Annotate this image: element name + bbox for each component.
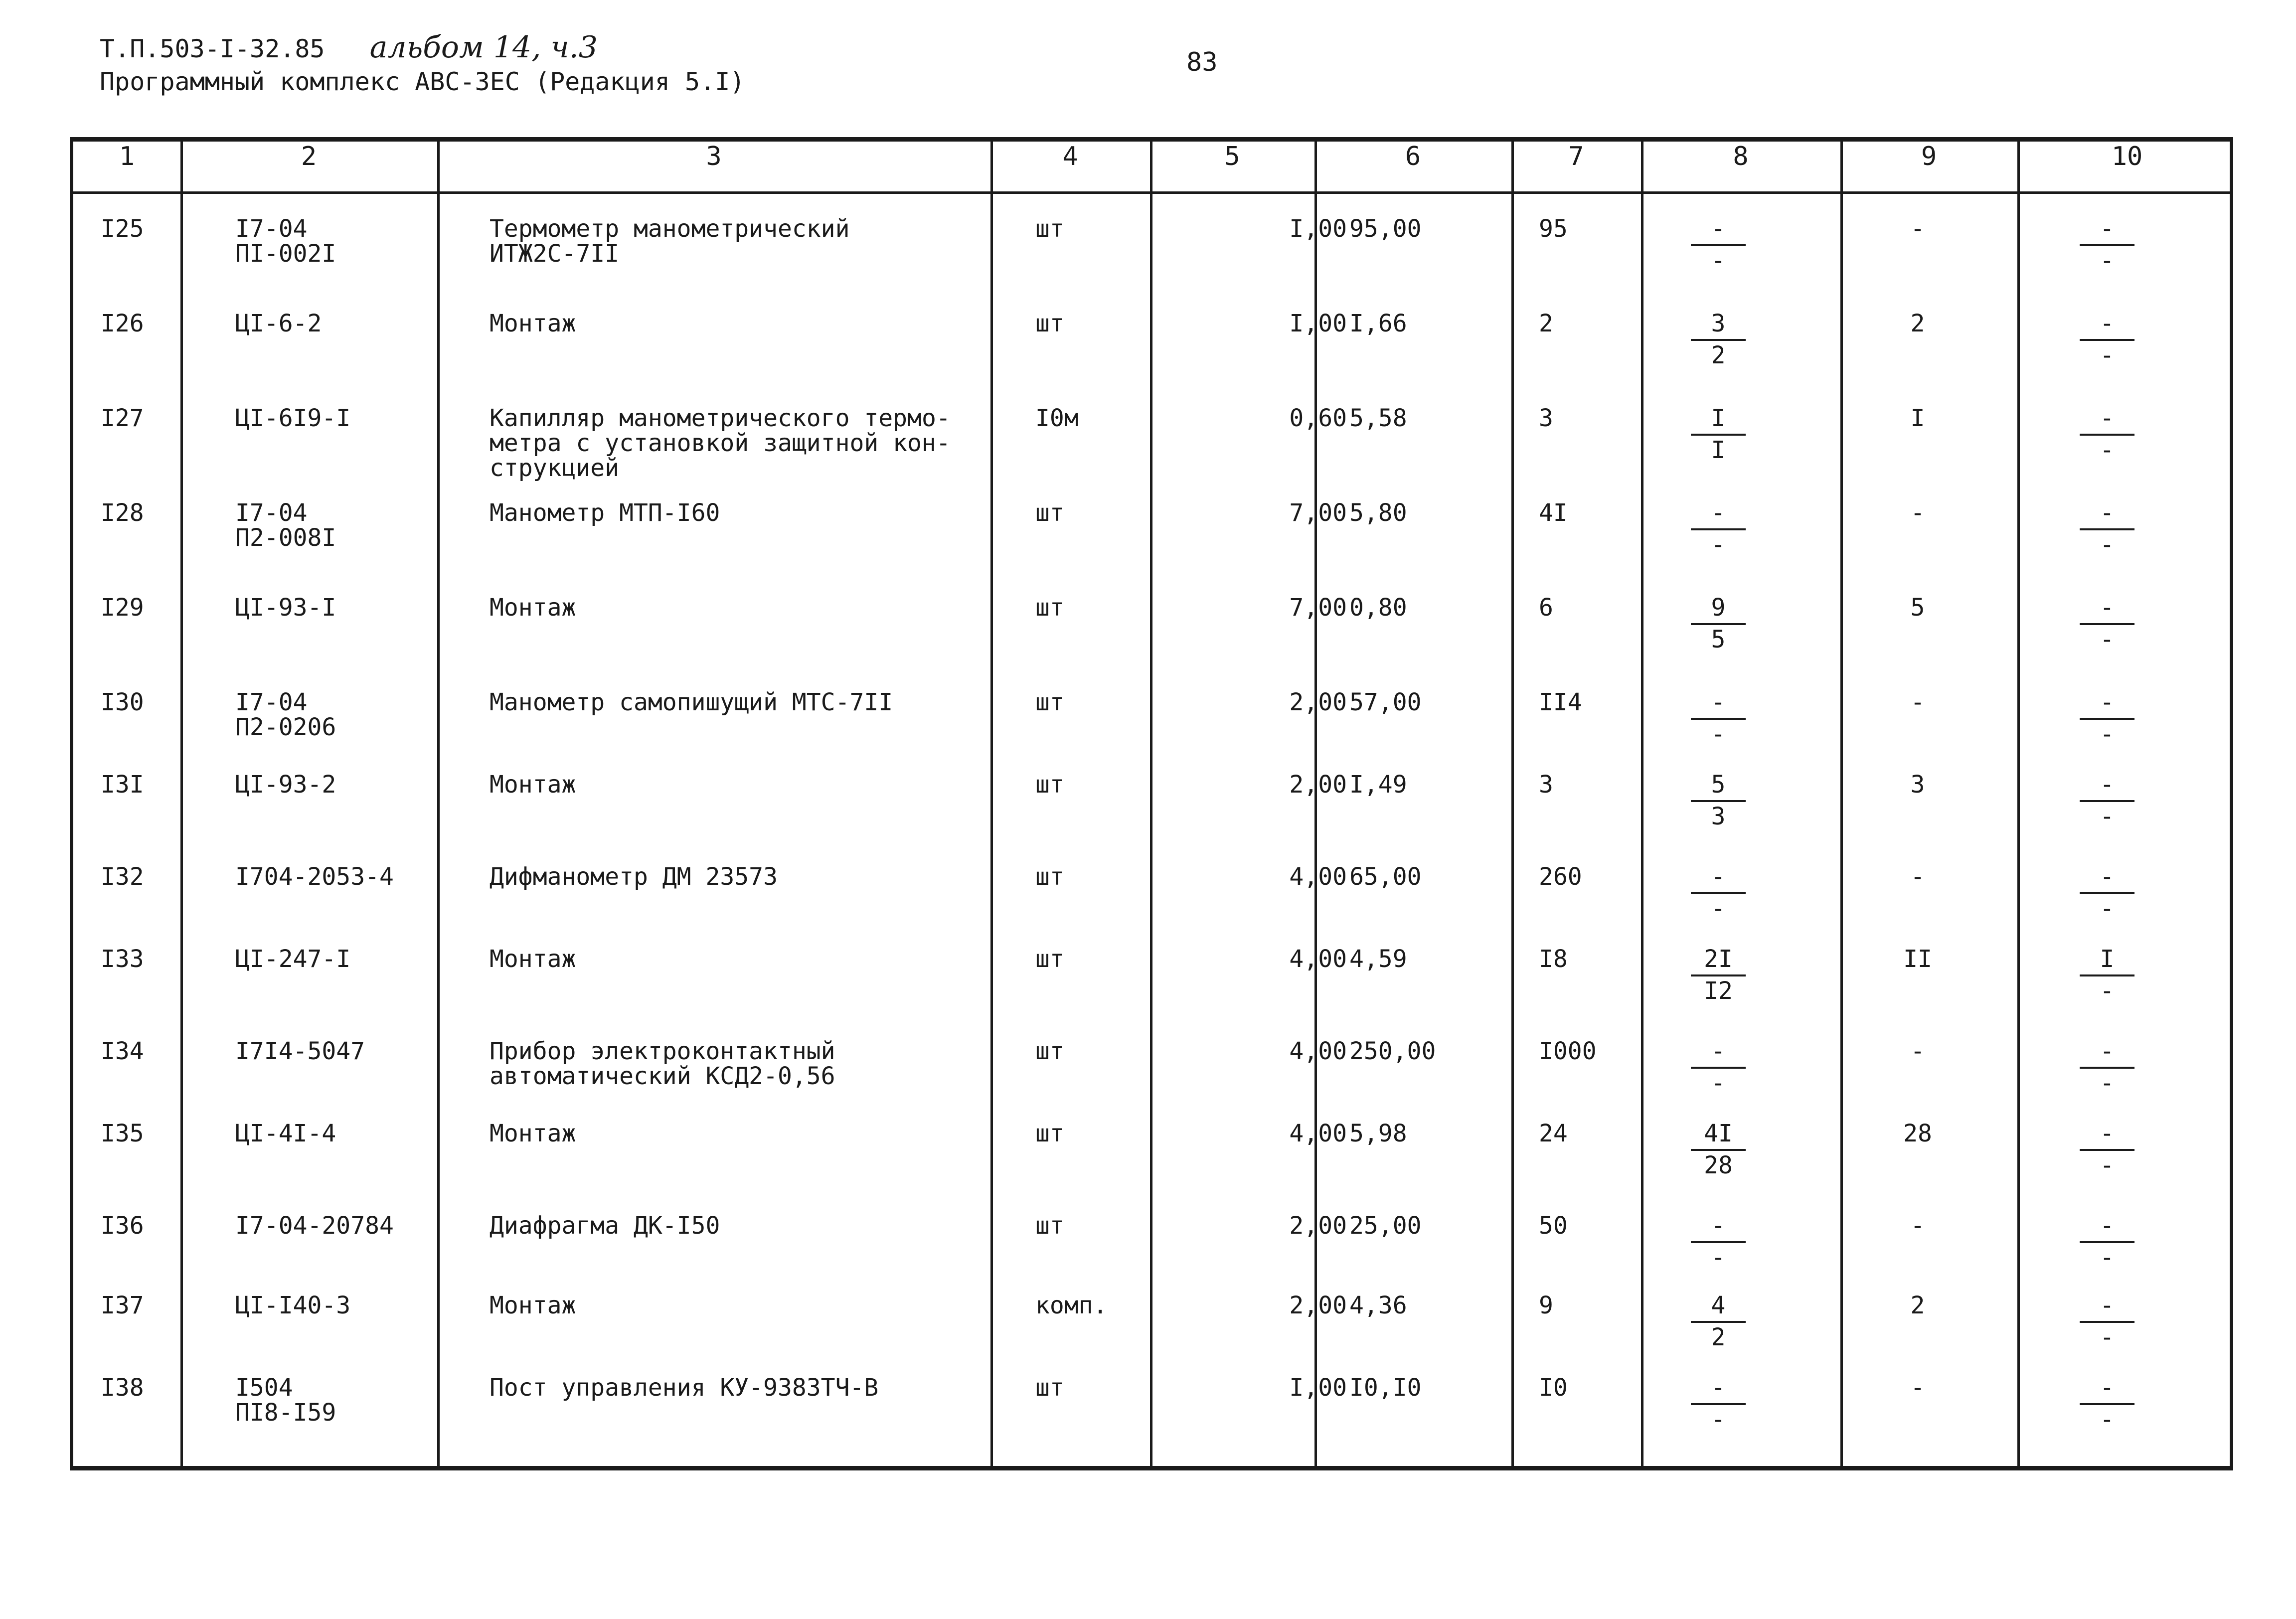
col8-denominator: - xyxy=(1711,247,1726,275)
unit-price: 25,00 xyxy=(1349,1212,1422,1240)
unit-price: 57,00 xyxy=(1349,688,1422,716)
col8-fraction xyxy=(1691,1039,1746,1096)
column-number: 2 xyxy=(301,142,317,171)
item-name-line: Диафрагма ДК-I50 xyxy=(490,1212,720,1240)
row-number: I32 xyxy=(101,863,144,891)
row-number: I30 xyxy=(101,688,144,716)
col10-fraction xyxy=(2080,1121,2134,1178)
estimate-table xyxy=(70,137,2233,1470)
col10-fraction xyxy=(2080,947,2134,1003)
unit: шт xyxy=(1035,945,1064,973)
col8-denominator: 2 xyxy=(1711,1323,1726,1351)
col8-fraction xyxy=(1691,1375,1746,1432)
unit-price: I,49 xyxy=(1349,771,1407,799)
col8-denominator: - xyxy=(1711,1406,1726,1434)
price-code xyxy=(235,864,394,889)
price-code-line: I7-04-20784 xyxy=(235,1212,394,1240)
col10-fraction xyxy=(2080,690,2134,747)
col10-denominator: - xyxy=(2100,1406,2115,1434)
document-code: Т.П.503-I-32.85 xyxy=(100,34,325,63)
item-name xyxy=(490,1293,576,1318)
col10-denominator: - xyxy=(2100,803,2115,830)
item-name-line: Пост управления КУ-9383ТЧ-В xyxy=(490,1374,879,1402)
item-name xyxy=(490,1039,835,1089)
item-name xyxy=(490,500,720,525)
quantity: I,00 xyxy=(1289,310,1347,337)
price-code-line: I7-04 xyxy=(235,215,308,243)
price-code-line: I7-04 xyxy=(235,688,308,716)
col8-numerator: - xyxy=(1691,1039,1746,1069)
col8-fraction xyxy=(1691,1293,1746,1350)
unit: шт xyxy=(1035,499,1064,527)
row-number: I28 xyxy=(101,499,144,527)
item-name-line: Манометр самопишущий МТС-7II xyxy=(490,688,893,716)
quantity: 4,00 xyxy=(1289,1037,1347,1065)
col10-denominator: - xyxy=(2100,531,2115,559)
col10-fraction xyxy=(2080,311,2134,368)
item-name xyxy=(490,311,576,336)
col8-numerator: 5 xyxy=(1691,772,1746,802)
table-row xyxy=(73,1293,2230,1388)
row-number: I26 xyxy=(101,310,144,337)
col8-fraction xyxy=(1691,216,1746,273)
row-number: I35 xyxy=(101,1120,144,1147)
table-row xyxy=(73,406,2230,500)
unit: шт xyxy=(1035,1212,1064,1240)
price-code-line: ЦI-4I-4 xyxy=(235,1120,336,1147)
col10-numerator: I xyxy=(2080,947,2134,976)
column-number: 6 xyxy=(1405,142,1421,171)
total-cost: 50 xyxy=(1539,1212,1568,1240)
quantity: 2,00 xyxy=(1289,1292,1347,1319)
col8-fraction xyxy=(1691,1213,1746,1270)
col10-fraction xyxy=(2080,1213,2134,1270)
col10-denominator: - xyxy=(2100,720,2115,748)
row-number: I37 xyxy=(101,1292,144,1319)
column-number: 5 xyxy=(1224,142,1240,171)
column-number: 10 xyxy=(2111,142,2143,171)
price-code-line: ЦI-247-I xyxy=(235,945,351,973)
table-row xyxy=(73,1121,2230,1216)
unit: шт xyxy=(1035,863,1064,891)
column-number: 8 xyxy=(1733,142,1749,171)
total-cost: 24 xyxy=(1539,1120,1568,1147)
col9-value: 2 xyxy=(1910,1292,1925,1319)
col9-value: - xyxy=(1910,1212,1925,1240)
table-row xyxy=(73,500,2230,595)
col8-numerator: 4 xyxy=(1691,1293,1746,1323)
col10-fraction xyxy=(2080,500,2134,557)
unit-price: 5,98 xyxy=(1349,1120,1407,1147)
total-cost: I0 xyxy=(1539,1374,1568,1402)
unit: шт xyxy=(1035,594,1064,622)
price-code xyxy=(235,595,336,620)
col9-value: - xyxy=(1910,1037,1925,1065)
unit-price: I,66 xyxy=(1349,310,1407,337)
unit-price: 250,00 xyxy=(1349,1037,1436,1065)
col10-numerator: - xyxy=(2080,690,2134,720)
quantity: 2,00 xyxy=(1289,1212,1347,1240)
column-number: 1 xyxy=(119,142,135,171)
col9-value: 3 xyxy=(1910,771,1925,799)
col8-denominator: 28 xyxy=(1704,1151,1733,1179)
col8-fraction xyxy=(1691,1121,1746,1178)
quantity: 2,00 xyxy=(1289,771,1347,799)
item-name xyxy=(490,864,778,889)
price-code-line: ЦI-6I9-I xyxy=(235,404,351,432)
price-code-line: ПI8-I59 xyxy=(235,1399,336,1427)
col10-numerator: - xyxy=(2080,1375,2134,1405)
col8-numerator: 3 xyxy=(1691,311,1746,341)
item-name xyxy=(490,947,576,971)
col9-value: - xyxy=(1910,1374,1925,1402)
item-name-line: струкцией xyxy=(490,454,620,482)
col9-value: 28 xyxy=(1903,1120,1932,1147)
quantity: 4,00 xyxy=(1289,863,1347,891)
total-cost: I8 xyxy=(1539,945,1568,973)
total-cost: 9 xyxy=(1539,1292,1553,1319)
price-code-line: ЦI-93-I xyxy=(235,594,336,622)
col8-denominator: - xyxy=(1711,1244,1726,1272)
col10-fraction xyxy=(2080,406,2134,463)
unit: комп. xyxy=(1035,1292,1108,1319)
price-code-line: ПI-002I xyxy=(235,240,336,268)
page-number: 83 xyxy=(1186,47,1218,77)
unit: шт xyxy=(1035,688,1064,716)
col8-fraction xyxy=(1691,947,1746,1003)
col8-numerator: - xyxy=(1691,1375,1746,1405)
unit: шт xyxy=(1035,1037,1064,1065)
col10-denominator: - xyxy=(2100,1151,2115,1179)
table-row xyxy=(73,772,2230,867)
price-code-line: ЦI-93-2 xyxy=(235,771,336,799)
item-name xyxy=(490,216,849,266)
quantity: 4,00 xyxy=(1289,1120,1347,1147)
table-row xyxy=(73,690,2230,785)
price-code xyxy=(235,1293,350,1318)
col10-denominator: - xyxy=(2100,247,2115,275)
price-code-line: I704-2053-4 xyxy=(235,863,394,891)
col10-fraction xyxy=(2080,595,2134,652)
col9-value: - xyxy=(1910,688,1925,716)
price-code-line: П2-0206 xyxy=(235,713,336,741)
unit: шт xyxy=(1035,310,1064,337)
row-number: I38 xyxy=(101,1374,144,1402)
item-name xyxy=(490,406,951,481)
col9-value: - xyxy=(1910,499,1925,527)
col8-denominator: 5 xyxy=(1711,626,1726,653)
col8-numerator: - xyxy=(1691,1213,1746,1243)
unit-price: 4,36 xyxy=(1349,1292,1407,1319)
quantity: I,00 xyxy=(1289,215,1347,243)
unit: шт xyxy=(1035,215,1064,243)
col10-denominator: - xyxy=(2100,1323,2115,1351)
col10-numerator: - xyxy=(2080,500,2134,530)
col8-numerator: 9 xyxy=(1691,595,1746,625)
price-code-line: I504 xyxy=(235,1374,293,1402)
price-code xyxy=(235,500,336,550)
price-code-line: I7I4-5047 xyxy=(235,1037,365,1065)
price-code xyxy=(235,1375,336,1425)
item-name xyxy=(490,1375,878,1400)
price-code-line: П2-008I xyxy=(235,524,336,552)
col8-fraction xyxy=(1691,311,1746,368)
col8-denominator: 2 xyxy=(1711,341,1726,369)
item-name-line: ИТЖ2С-7II xyxy=(490,240,620,268)
col8-denominator: - xyxy=(1711,720,1726,748)
item-name-line: Термометр манометрический xyxy=(490,215,850,243)
col10-denominator: - xyxy=(2100,895,2115,923)
col10-numerator: - xyxy=(2080,595,2134,625)
quantity: 0,60 xyxy=(1289,404,1347,432)
price-code xyxy=(235,406,350,431)
table-row xyxy=(73,1375,2230,1470)
item-name-line: Монтаж xyxy=(490,310,576,337)
col8-denominator: 3 xyxy=(1711,803,1726,830)
quantity: 4,00 xyxy=(1289,945,1347,973)
item-name xyxy=(490,690,893,715)
total-cost: I000 xyxy=(1539,1037,1597,1065)
quantity: 7,00 xyxy=(1289,499,1347,527)
price-code xyxy=(235,690,336,740)
total-cost: 95 xyxy=(1539,215,1568,243)
unit-price: 5,80 xyxy=(1349,499,1407,527)
quantity: I,00 xyxy=(1289,1374,1347,1402)
unit-price: 95,00 xyxy=(1349,215,1422,243)
col10-numerator: - xyxy=(2080,1213,2134,1243)
item-name xyxy=(490,1213,720,1238)
total-cost: 6 xyxy=(1539,594,1553,622)
handwritten-note: альбом 14, ч.3 xyxy=(369,30,598,65)
row-number: I33 xyxy=(101,945,144,973)
col8-numerator: 2I xyxy=(1691,947,1746,976)
column-number: 3 xyxy=(706,142,722,171)
col10-denominator: - xyxy=(2100,436,2115,464)
col9-value: I xyxy=(1910,404,1925,432)
item-name-line: Монтаж xyxy=(490,1292,576,1319)
document-code-line xyxy=(100,30,598,65)
col10-numerator: - xyxy=(2080,772,2134,802)
col8-denominator: - xyxy=(1711,1069,1726,1097)
unit-price: 4,59 xyxy=(1349,945,1407,973)
unit-price: 65,00 xyxy=(1349,863,1422,891)
item-name-line: Прибор электроконтактный xyxy=(490,1037,835,1065)
column-number: 4 xyxy=(1062,142,1078,171)
col8-fraction xyxy=(1691,772,1746,829)
col9-value: - xyxy=(1910,863,1925,891)
col10-numerator: - xyxy=(2080,1293,2134,1323)
col10-fraction xyxy=(2080,864,2134,921)
item-name xyxy=(490,772,576,797)
col9-value: - xyxy=(1910,215,1925,243)
col8-denominator: I2 xyxy=(1704,977,1733,1005)
col10-fraction xyxy=(2080,1039,2134,1096)
column-number: 7 xyxy=(1568,142,1584,171)
document-subtitle: Программный комплекс АВС-3ЕС (Редакция 5.I) xyxy=(100,67,745,96)
row-number: I25 xyxy=(101,215,144,243)
table-row xyxy=(73,947,2230,1041)
item-name-line: Монтаж xyxy=(490,594,576,622)
quantity: 7,00 xyxy=(1289,594,1347,622)
total-cost: 2 xyxy=(1539,310,1553,337)
item-name-line: Монтаж xyxy=(490,945,576,973)
row-number: I34 xyxy=(101,1037,144,1065)
price-code xyxy=(235,1039,365,1064)
price-code xyxy=(235,216,336,266)
col8-fraction xyxy=(1691,500,1746,557)
col8-denominator: I xyxy=(1711,436,1726,464)
col8-numerator: - xyxy=(1691,690,1746,720)
col10-fraction xyxy=(2080,1375,2134,1432)
col10-fraction xyxy=(2080,772,2134,829)
unit: шт xyxy=(1035,1374,1064,1402)
col8-denominator: - xyxy=(1711,531,1726,559)
col8-numerator: I xyxy=(1691,406,1746,436)
price-code xyxy=(235,947,350,971)
price-code-line: I7-04 xyxy=(235,499,308,527)
total-cost: 3 xyxy=(1539,404,1553,432)
row-number: I29 xyxy=(101,594,144,622)
col10-fraction xyxy=(2080,216,2134,273)
col10-numerator: - xyxy=(2080,864,2134,894)
item-name-line: Монтаж xyxy=(490,771,576,799)
item-name-line: метра с установкой защитной кон- xyxy=(490,429,951,457)
col10-numerator: - xyxy=(2080,216,2134,246)
total-cost: 3 xyxy=(1539,771,1553,799)
unit-price: 5,58 xyxy=(1349,404,1407,432)
col8-fraction xyxy=(1691,406,1746,463)
col8-fraction xyxy=(1691,595,1746,652)
total-cost: II4 xyxy=(1539,688,1582,716)
quantity: 2,00 xyxy=(1289,688,1347,716)
col8-numerator: - xyxy=(1691,216,1746,246)
total-cost: 4I xyxy=(1539,499,1568,527)
row-number: I3I xyxy=(101,771,144,799)
table-row xyxy=(73,595,2230,690)
col9-value: 2 xyxy=(1910,310,1925,337)
col10-denominator: - xyxy=(2100,1244,2115,1272)
price-code xyxy=(235,1213,394,1238)
col8-fraction xyxy=(1691,864,1746,921)
col10-numerator: - xyxy=(2080,311,2134,341)
unit: шт xyxy=(1035,1120,1064,1147)
item-name-line: Капилляр манометрического термо- xyxy=(490,404,951,432)
col10-denominator: - xyxy=(2100,626,2115,653)
col8-numerator: - xyxy=(1691,500,1746,530)
col10-denominator: - xyxy=(2100,341,2115,369)
col10-numerator: - xyxy=(2080,1121,2134,1151)
price-code-line: ЦI-6-2 xyxy=(235,310,322,337)
unit: I0м xyxy=(1035,404,1079,432)
total-cost: 260 xyxy=(1539,863,1582,891)
col10-denominator: - xyxy=(2100,977,2115,1005)
item-name-line: автоматический КСД2-0,56 xyxy=(490,1062,835,1090)
table-row xyxy=(73,311,2230,406)
unit: шт xyxy=(1035,771,1064,799)
price-code xyxy=(235,772,336,797)
col10-fraction xyxy=(2080,1293,2134,1350)
col8-denominator: - xyxy=(1711,895,1726,923)
price-code xyxy=(235,1121,336,1146)
item-name xyxy=(490,1121,576,1146)
item-name xyxy=(490,595,576,620)
unit-price: 0,80 xyxy=(1349,594,1407,622)
item-name-line: Монтаж xyxy=(490,1120,576,1147)
row-number: I36 xyxy=(101,1212,144,1240)
column-number: 9 xyxy=(1921,142,1937,171)
col9-value: 5 xyxy=(1910,594,1925,622)
col8-numerator: 4I xyxy=(1691,1121,1746,1151)
col8-numerator: - xyxy=(1691,864,1746,894)
col10-denominator: - xyxy=(2100,1069,2115,1097)
table-row xyxy=(73,216,2230,311)
col8-fraction xyxy=(1691,690,1746,747)
price-code xyxy=(235,311,322,336)
price-code-line: ЦI-I40-3 xyxy=(235,1292,351,1319)
col10-numerator: - xyxy=(2080,1039,2134,1069)
col9-value: II xyxy=(1903,945,1932,973)
col10-numerator: - xyxy=(2080,406,2134,436)
item-name-line: Манометр МТП-I60 xyxy=(490,499,720,527)
item-name-line: Дифманометр ДМ 23573 xyxy=(490,863,778,891)
row-number: I27 xyxy=(101,404,144,432)
unit-price: I0,I0 xyxy=(1349,1374,1422,1402)
